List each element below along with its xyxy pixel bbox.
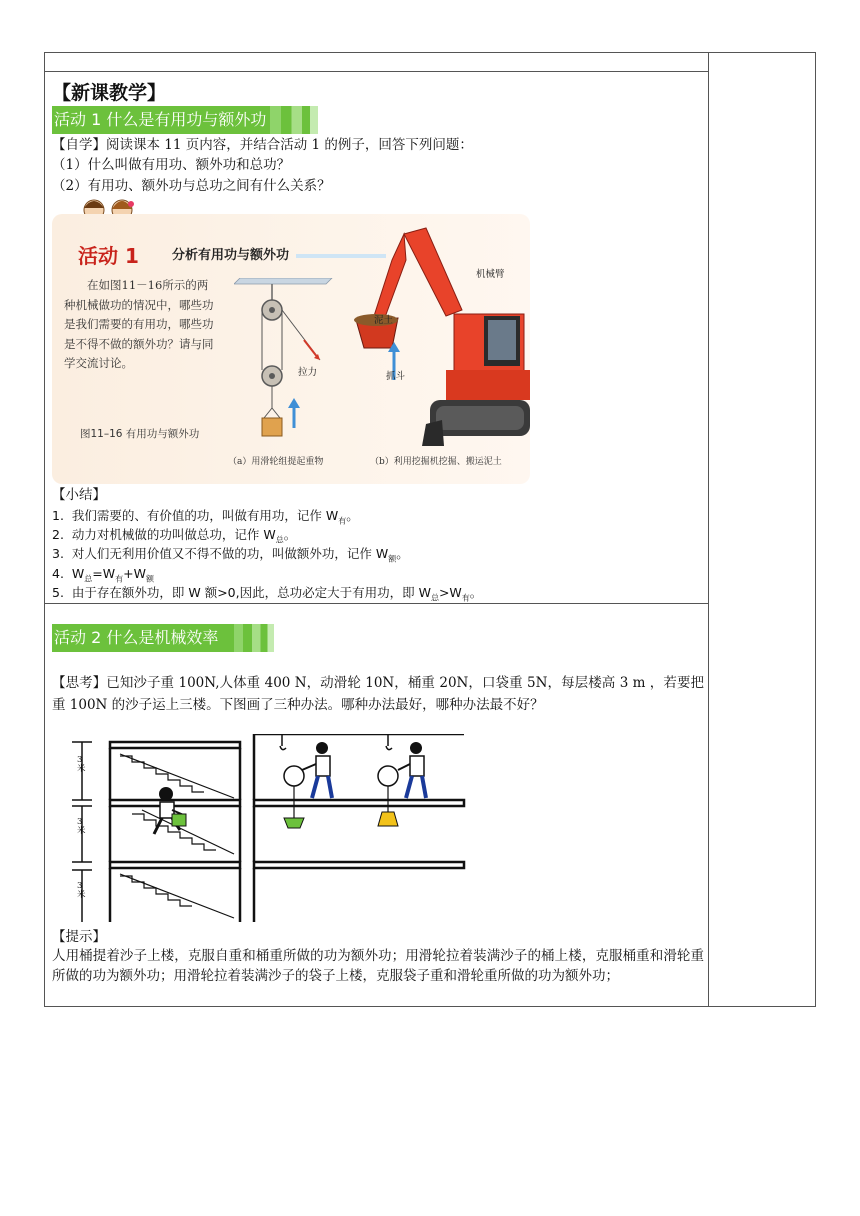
figure-description: 在如图11－16所示的两种机械做功的情况中，哪些功是我们需要的有用功，哪些功是不得不做的额外功？请与同学交流讨论。 xyxy=(64,278,214,370)
three-methods-diagram xyxy=(62,734,466,924)
activity2-banner: 活动 2 什么是机械效率 xyxy=(52,624,274,652)
formula-w: W xyxy=(71,566,85,581)
self-study-text: 阅读课本 11 页内容，并结合活动 1 的例子，回答下列问题： xyxy=(106,137,473,153)
figure-useful-extra-work xyxy=(52,214,530,484)
floor-label-3: 3米 xyxy=(77,755,86,774)
formula-plus: +W xyxy=(123,566,146,581)
column-divider xyxy=(708,52,709,1007)
figure-caption-a: （a）用滑轮组提起重物 xyxy=(228,457,324,467)
summary-num: 2. xyxy=(52,527,64,542)
excavator-drawing xyxy=(334,220,530,456)
figure-title-sub: 分析有用功与额外功 xyxy=(172,248,290,263)
formula-sub-useful: 有 xyxy=(115,574,124,584)
item5-sub-total: 总 xyxy=(430,593,439,603)
summary-num: 1. xyxy=(52,508,64,523)
think-tag: 【思考】 xyxy=(52,675,107,691)
person-with-bucket xyxy=(154,787,186,834)
self-study-line xyxy=(52,136,473,155)
summary-tag: 【小结】 xyxy=(52,487,106,503)
section-heading: 【新课教学】 xyxy=(52,82,167,104)
floor-label-2: 3米 xyxy=(77,817,86,836)
activity1-banner: 活动 1 什么是有用功与额外功 xyxy=(52,106,318,134)
summary-text: 对人们无利用价值又不得不做的功，叫做额外功，记作 W xyxy=(71,546,389,561)
summary-text: 动力对机械做的功叫做总功，记作 W xyxy=(71,527,276,542)
figure-title-main: 活动 1 xyxy=(78,244,139,268)
summary-num: 3. xyxy=(52,546,64,561)
summary-sub: 总 xyxy=(275,535,284,545)
figure-caption-b: （b）利用挖掘机挖掘、搬运泥土 xyxy=(370,457,502,467)
hint-text: 人用桶提着沙子上楼，克服自重和桶重所做的功为额外功；用滑轮拉着装满沙子的桶上楼，克服桶重和滑轮重所做的功为额外功；用滑轮拉着装满沙子的袋子上楼，克服袋子重和滑轮重所做的功为额外功； xyxy=(52,948,704,984)
item5-text: 由于存在额外功，即 W 额>0,因此，总功必定大于有用功，即 W xyxy=(71,585,431,600)
row-divider-top xyxy=(44,71,708,72)
summary-sub: 额 xyxy=(388,554,397,564)
floor-label-1: 3米 xyxy=(77,881,86,900)
think-paragraph xyxy=(52,672,704,716)
label-bucket: 抓斗 xyxy=(386,371,406,382)
formula-sub-extra: 额 xyxy=(145,574,154,584)
summary-end: 。 xyxy=(396,546,409,561)
summary-item-5 xyxy=(52,583,482,608)
question-2: （2）有用功、额外功与总功之间有什么关系？ xyxy=(52,178,331,194)
summary-sub: 有 xyxy=(338,516,347,526)
figure-caption: 图11–16 有用功与额外功 xyxy=(80,428,200,440)
item5-end: 。 xyxy=(469,585,483,600)
formula-eq: =W xyxy=(92,566,116,581)
summary-end: 。 xyxy=(346,508,359,523)
summary-end: 。 xyxy=(283,527,297,542)
item5-sub-useful: 有 xyxy=(461,593,470,603)
label-arm: 机械臂 xyxy=(476,269,505,280)
question-1: （1）什么叫做有用功、额外功和总功？ xyxy=(52,157,291,173)
item5-gt: >W xyxy=(438,585,462,600)
item5-num: 5. xyxy=(52,585,64,600)
self-study-tag: 【自学】 xyxy=(52,137,106,153)
summary-text: 我们需要的、有价值的功，叫做有用功，记作 W xyxy=(71,508,339,523)
pulley-bucket-method xyxy=(280,734,332,828)
formula-num: 4. xyxy=(52,566,64,581)
label-soil: 泥土 xyxy=(374,315,394,326)
formula-sub-total: 总 xyxy=(84,574,93,584)
think-text: 已知沙子重 100N,人体重 400 N，动滑轮 10N，桶重 20N，口袋重 5N，每层楼高 3 m ，若要把重 100N 的沙子运上三楼。下图画了三种办法。哪种办法最好，哪种办法最不好？ xyxy=(52,675,705,713)
label-pull: 拉力 xyxy=(298,367,318,378)
pulley-bag-method xyxy=(378,734,426,826)
hint-tag: 【提示】 xyxy=(52,929,106,945)
